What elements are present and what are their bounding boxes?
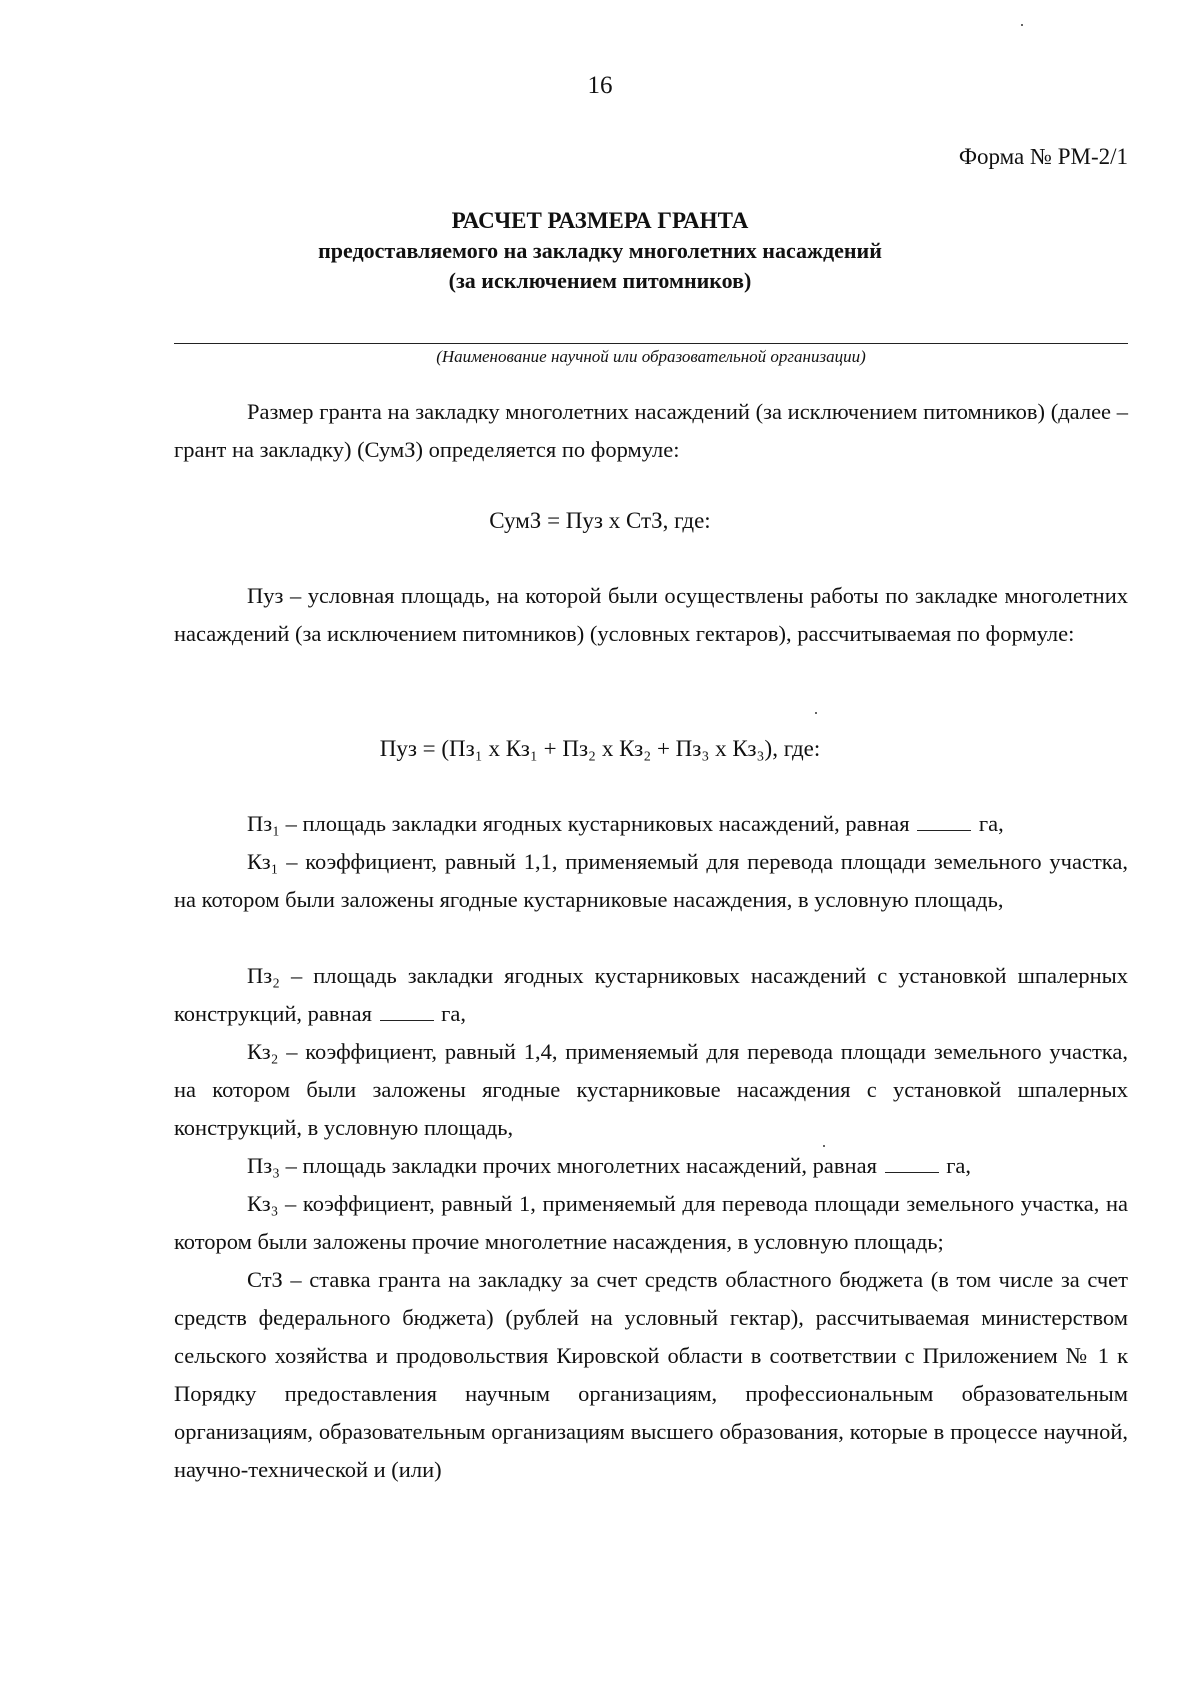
kz2-definition: Кз₂ – коэффициент, равный 1,4, применяемый для перевода площади земельного участка, на котором были заложены ягодные кустарниковые насаждения с установкой шпалерных конструкций, в условную площадь, [174, 1039, 1128, 1140]
pz1-definition [174, 805, 1128, 843]
pz2-definition [174, 957, 1128, 1033]
kz3-definition: Кз₃ – коэффициент, равный 1, применяемый для перевода площади земельного участка, на котором были заложены прочие многолетние насаждения, в условную площадь; [174, 1191, 1128, 1254]
pz1-text: Пз₁ – площадь закладки ягодных кустарниковых насаждений, равная [247, 811, 910, 836]
puz-definition: Пуз – условная площадь, на которой были осуществлены работы по закладке многолетних насаждений (за исключением питомников) (условных гектаров), рассчитываемая по формуле: [174, 583, 1128, 646]
intro-paragraph: Размер гранта на закладку многолетних насаждений (за исключением питомников) (далее – грант на закладку) (СумЗ) определяется по формуле: [174, 399, 1128, 462]
scan-speck [815, 712, 817, 714]
title-line-1: РАСЧЕТ РАЗМЕРА ГРАНТА [451, 208, 749, 233]
pz3-unit: га, [946, 1153, 972, 1178]
organization-name-line [174, 343, 1128, 344]
scan-speck [823, 1145, 825, 1147]
pz3-blank-field[interactable] [885, 1154, 939, 1173]
pz3-definition [174, 1147, 1128, 1185]
organization-caption: (Наименование научной или образовательной организации) [436, 347, 866, 366]
pz1-blank-field[interactable] [917, 812, 971, 831]
formula-sumz: СумЗ = Пуз х СтЗ, где: [489, 508, 711, 533]
pz2-blank-field[interactable] [380, 1002, 434, 1021]
title-line-2: предоставляемого на закладку многолетних насаждений [318, 238, 882, 263]
kz1-definition: Кз₁ – коэффициент, равный 1,1, применяемый для перевода площади земельного участка, на котором были заложены ягодные кустарниковые насаждения, в условную площадь, [174, 849, 1128, 912]
pz2-unit: га, [441, 1001, 467, 1026]
scan-speck [1021, 24, 1023, 26]
document-title [0, 206, 1200, 296]
pz1-unit: га, [978, 811, 1004, 836]
stz-definition: СтЗ – ставка гранта на закладку за счет средств областного бюджета (в том числе за счет средств федерального бюджета) (рублей на условный гектар), рассчитываемая министерством сельского хозяйства и продовольствия Кировской области в соответствии с Приложением № 1 к Порядку предоставления научным организациям, профессиональным образовательным организациям, образовательным организациям высшего образования, которые в процессе научной, научно-технической и (или) [174, 1267, 1128, 1482]
pz2-text: Пз₂ – площадь закладки ягодных кустарниковых насаждений с установкой шпалерных конструкций, равная [174, 963, 1128, 1026]
page-number: 16 [587, 72, 613, 99]
pz3-text: Пз₃ – площадь закладки прочих многолетних насаждений, равная [247, 1153, 877, 1178]
title-line-3: (за исключением питомников) [448, 268, 752, 293]
formula-puz: Пуз = (Пз₁ х Кз₁ + Пз₂ х Кз₂ + Пз₃ х Кз₃), где: [379, 736, 821, 761]
form-number: Форма № РМ-2/1 [958, 144, 1128, 169]
